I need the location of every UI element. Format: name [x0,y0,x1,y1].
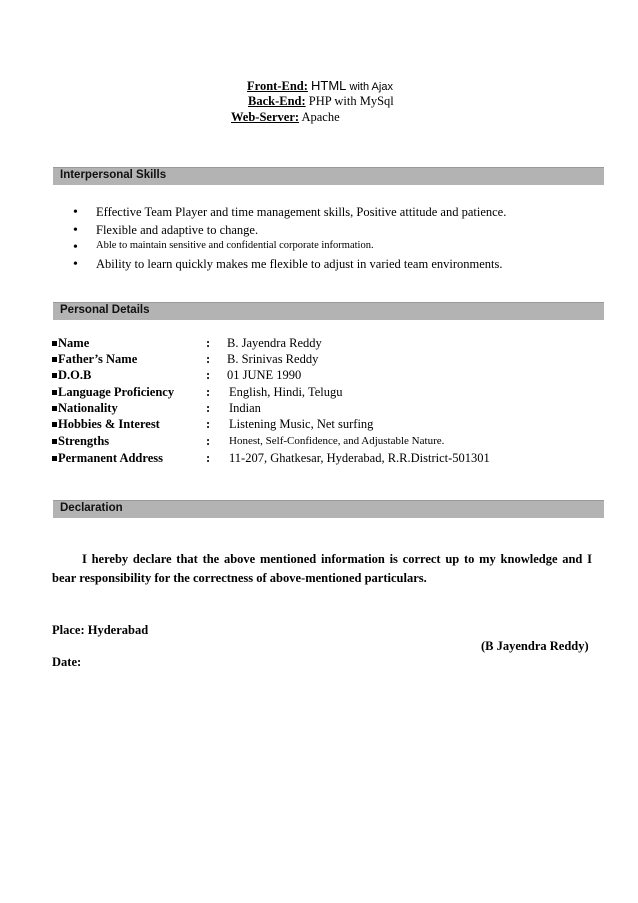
detail-label: Strengths [58,434,110,448]
detail-value: 01 JUNE 1990 [227,368,302,382]
detail-colon: : [206,385,211,399]
detail-value: Indian [229,401,261,415]
detail-value: B. Jayendra Reddy [227,336,322,350]
detail-value: Listening Music, Net surfing [229,417,374,431]
square-bullet-icon [52,357,57,362]
square-bullet-icon [52,406,57,411]
detail-label: Nationality [58,401,118,415]
square-bullet-icon [52,341,57,346]
detail-value: English, Hindi, Telugu [229,385,343,399]
list-item-text: Flexible and adaptive to change. [96,223,259,237]
webserver-value: Apache [301,110,340,124]
detail-label: Name [58,336,90,350]
detail-value: Honest, Self-Confidence, and Adjustable Nature. [229,435,445,447]
personal-section-header [53,302,604,320]
frontend-value-rest: with Ajax [349,81,393,93]
place-text: Place: Hyderabad [52,623,149,637]
list-item-text: Effective Team Player and time management skills, Positive attitude and patience. [96,205,507,219]
detail-label: D.O.B [58,368,92,382]
detail-label: Permanent Address [58,451,163,465]
detail-colon: : [206,434,211,448]
backend-value: PHP with MySql [308,94,394,108]
square-bullet-icon [52,422,57,427]
interpersonal-heading: Interpersonal Skills [60,169,167,181]
square-bullet-icon [52,456,57,461]
detail-label: Father’s Name [58,352,138,366]
frontend-label: Front-End: [247,79,308,93]
list-item-text: Able to maintain sensitive and confidential corporate information. [96,240,374,251]
square-bullet-icon [52,390,57,395]
bullet-icon: • [73,205,78,220]
bullet-icon: • [73,223,78,238]
detail-label: Language Proficiency [58,385,175,399]
detail-value: B. Srinivas Reddy [227,352,319,366]
detail-colon: : [206,368,211,382]
detail-label: Hobbies & Interest [58,417,160,431]
detail-colon: : [206,451,211,465]
backend-line [248,94,394,109]
frontend-line [247,78,393,94]
signature-name: (B Jayendra Reddy) [481,639,589,653]
declaration-heading: Declaration [60,502,123,514]
detail-colon: : [206,352,211,366]
webserver-label: Web-Server: [231,110,300,124]
detail-value: 11-207, Ghatkesar, Hyderabad, R.R.District-501301 [229,451,490,465]
frontend-value-main: HTML [311,78,347,93]
detail-colon: : [206,401,211,415]
interpersonal-section-header [53,167,604,185]
date-text: Date: [52,655,82,669]
detail-colon: : [206,336,211,350]
declaration-text: I hereby declare that the above mentioned information is correct up to my knowledge and I bear responsibility for the correctness of above-mentioned particulars. [52,552,592,585]
list-item-text: Ability to learn quickly makes me flexible to adjust in varied team environments. [96,257,503,271]
personal-heading: Personal Details [60,304,150,316]
backend-label: Back-End: [248,94,306,108]
declaration-section-header [53,500,604,518]
bullet-icon: • [73,240,78,255]
square-bullet-icon [52,439,57,444]
webserver-line [231,110,340,125]
detail-colon: : [206,417,211,431]
bullet-icon: • [73,257,78,272]
square-bullet-icon [52,373,57,378]
